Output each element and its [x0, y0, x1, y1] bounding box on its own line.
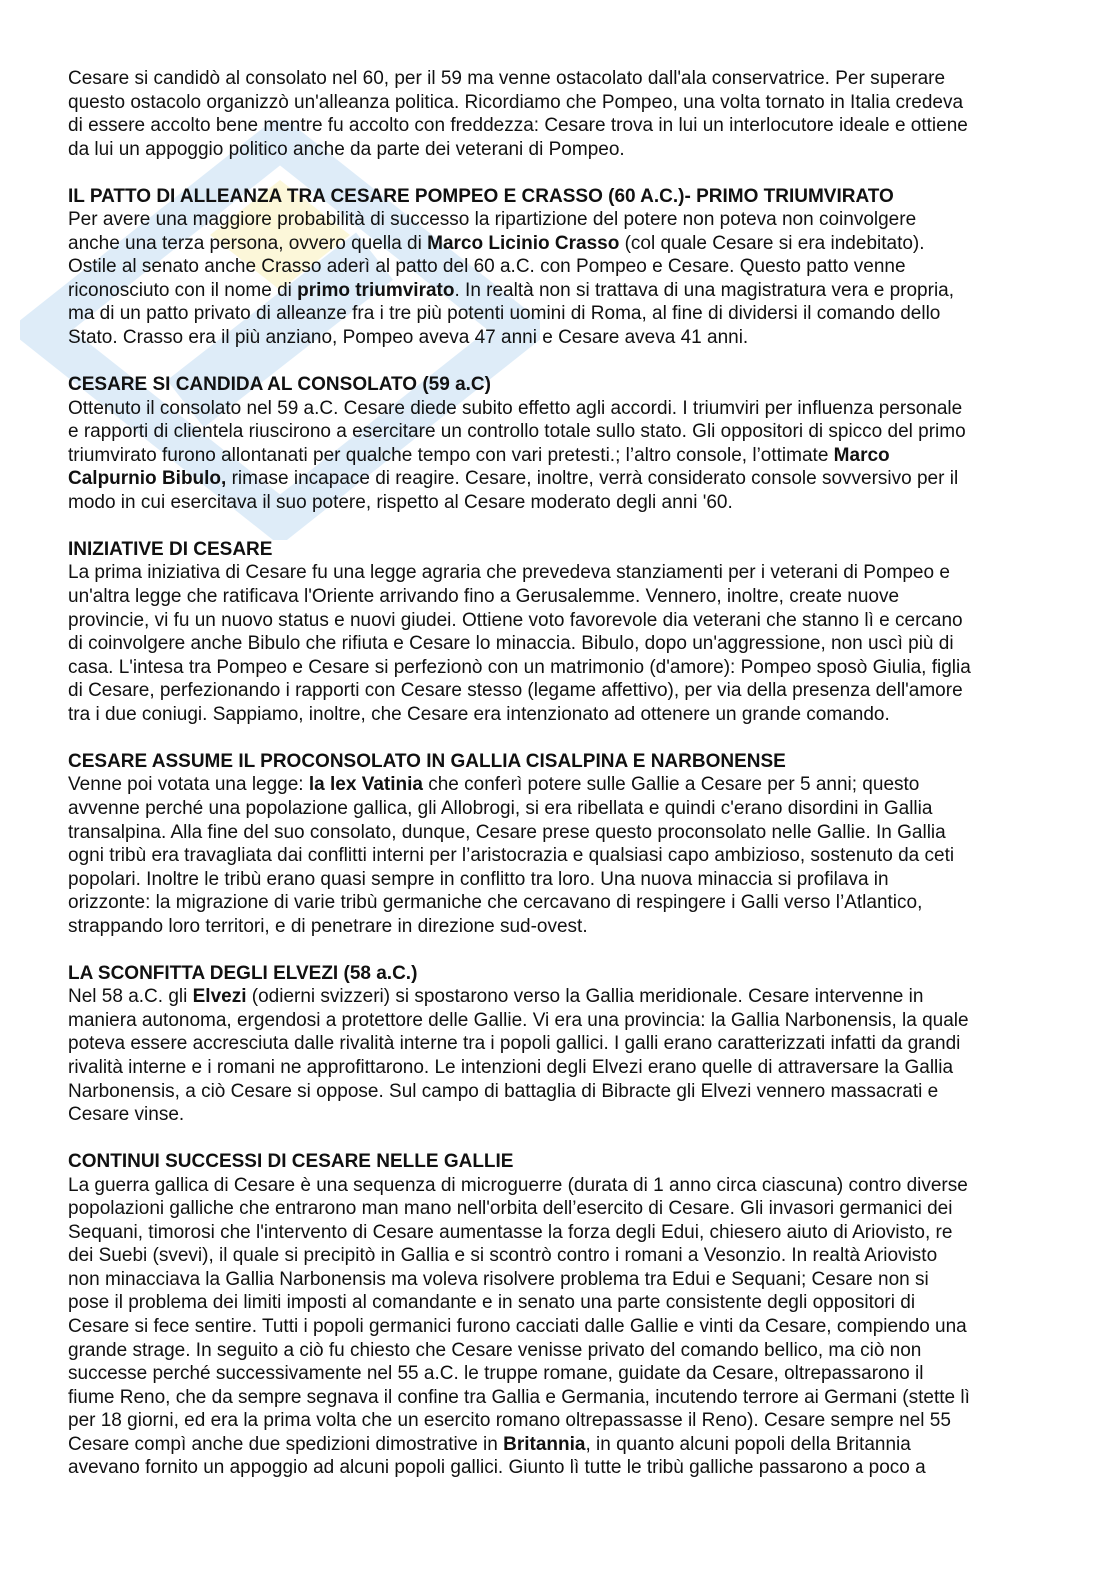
paragraph-line: pose il problema dei limiti imposti al comandante e in senato una parte consistente degli oppositori di: [68, 1292, 916, 1314]
bold-term: Britannia: [503, 1433, 586, 1455]
section-heading: LA SCONFITTA DEGLI ELVEZI (58 a.C.): [68, 962, 418, 984]
paragraph-line: [68, 232, 971, 256]
paragraph-line: da lui un appoggio politico anche da parte dei veterani di Pompeo.: [68, 138, 625, 160]
text-run: rimase incapace di reagire. Cesare, inoltre, verrà considerato console sovversivo per il: [226, 468, 959, 490]
paragraph-line: non minacciava la Gallia Narbonensis ma voleva risolvere problema tra Edui e Sequani; Cesare non si: [68, 1268, 929, 1290]
text-run: che conferì potere sulle Gallie a Cesare per 5 anni; questo: [422, 774, 920, 796]
paragraph-line: rivalità interne e i romani ne approfittarono. Le intenzioni degli Elvezi erano quelle di attraversare la Gallia: [68, 1056, 954, 1078]
paragraph-line: Ottenuto il consolato nel 59 a.C. Cesare diede subito effetto agli accordi. I triumviri per influenza personale: [68, 397, 963, 419]
paragraph-line: ma di un patto privato di alleanze fra i tre più potenti uomini di Roma, al fine di dividersi il comando dello: [68, 303, 941, 325]
paragraph-line: tra i due coniugi. Sappiamo, inoltre, che Cesare era intenzionato ad ottenere un grande comando.: [68, 703, 890, 725]
bold-term: Calpurnio Bibulo,: [68, 468, 227, 490]
paragraph-line: orizzonte: la migrazione di varie tribù germaniche che cercavano di respingere i Galli verso l’Atlantico,: [68, 892, 923, 914]
paragraph-line: popolazioni galliche che entrarono man mano nell'orbita dell’esercito di Cesare. Gli invasori germanici dei: [68, 1198, 953, 1220]
paragraph-line: un'altra legge che ratificava l'Oriente arrivando fino a Gerusalemme. Vennero, inoltre, create nuove: [68, 586, 900, 608]
paragraph-line: [68, 1433, 971, 1457]
text-run: , in quanto alcuni popoli della Britannia: [585, 1433, 911, 1455]
paragraph-line: successe perché successivamente nel 55 a.C. le truppe romane, guidate da Cesare, oltrepassarono il: [68, 1363, 924, 1385]
paragraph-line: avvenne perché una popolazione gallica, gli Allobrogi, si era ribellata e quindi c'erano disordini in Gallia: [68, 797, 933, 819]
paragraph-line: dei Suebi (svevi), il quale si precipitò in Gallia e si scontrò contro i romani a Vesonzio. In realtà Ariovisto: [68, 1245, 938, 1267]
paragraph-line: modo in cui esercitava il suo potere, rispetto al Cesare moderato degli anni '60.: [68, 491, 733, 513]
paragraph-line: di coinvolgere anche Bibulo che rifiuta e Cesare lo minaccia. Bibulo, dopo un'aggressione, non uscì più di: [68, 633, 954, 655]
text-run: anche una terza persona, ovvero quella di: [68, 232, 428, 254]
text-run: . In realtà non si trattava di una magistratura vera e propria,: [454, 279, 955, 301]
paragraph-line: [68, 444, 971, 468]
section: [68, 185, 971, 350]
paragraph-line: ogni tribù era travagliata dai conflitti interni per l’aristocrazia e qualsiasi capo ambizioso, sostenuto da ceti: [68, 845, 955, 867]
section: [68, 962, 971, 1127]
bold-term: Elvezi: [192, 986, 247, 1008]
text-run: riconosciuto con il nome di: [68, 279, 298, 301]
paragraph-line: [68, 773, 971, 797]
paragraph-line: e rapporti di clientela riuscirono a esercitare un controllo totale sullo stato. Gli oppositori di spicco del primo: [68, 421, 966, 443]
paragraph-line: Cesare si candidò al consolato nel 60, per il 59 ma venne ostacolato dall'ala conservatrice. Per superare: [68, 68, 946, 89]
section-heading: IL PATTO DI ALLEANZA TRA CESARE POMPEO E CRASSO (60 A.C.)- PRIMO TRIUMVIRATO: [68, 185, 894, 207]
paragraph-line: transalpina. Alla fine del suo consolato, dunque, Cesare prese questo proconsolato nelle Gallie. In Gallia: [68, 821, 946, 843]
bold-term: Marco Licinio Crasso: [427, 232, 620, 254]
section: [68, 1150, 971, 1480]
paragraph-line: Cesare si fece sentire. Tutti i popoli germanici furono cacciati dalle Gallie e vinti da Cesare, compiendo una: [68, 1315, 967, 1337]
paragraph-line: grande strage. In seguito a ciò fu chiesto che Cesare venisse privato del comando bellico, ma ciò non: [68, 1339, 922, 1361]
section-heading: INIZIATIVE DI CESARE: [68, 538, 273, 560]
paragraph-line: La prima iniziativa di Cesare fu una legge agraria che prevedeva stanziamenti per i veterani di Pompeo e: [68, 562, 950, 584]
paragraph-line: [68, 279, 971, 303]
paragraph-line: [68, 985, 971, 1009]
text-run: triumvirato furono allontanati per qualche tempo con vari pretesti.; l’altro console, l’ottimate: [68, 444, 834, 466]
paragraph-line: Cesare vinse.: [68, 1104, 185, 1126]
paragraph-line: di essere accolto bene mentre fu accolto con freddezza: Cesare trova in lui un interlocutore ideale e ottiene: [68, 115, 968, 137]
section: [68, 67, 971, 161]
section-heading: CESARE ASSUME IL PROCONSOLATO IN GALLIA CISALPINA E NARBONENSE: [68, 750, 786, 772]
paragraph-line: fiume Reno, che da sempre segnava il confine tra Gallia e Germania, incutendo terrore ai Germani (stette lì: [68, 1386, 970, 1408]
text-run: Nel 58 a.C. gli: [68, 986, 193, 1008]
section: [68, 750, 971, 938]
paragraph-line: provincie, vi fu un nuovo status e nuovi giudei. Ottiene voto favorevole dia veterani che stanno lì e cercano: [68, 609, 963, 631]
section-heading: CESARE SI CANDIDA AL CONSOLATO (59 a.C): [68, 374, 491, 396]
paragraph-line: popolari. Inoltre le tribù erano quasi sempre in conflitto tra loro. Una nuova minaccia si profilava in: [68, 868, 889, 890]
text-run: (odierni svizzeri) si spostarono verso la Gallia meridionale. Cesare intervenne in: [246, 986, 924, 1008]
paragraph-line: poteva essere accresciuta dalle rivalità interne tra i popoli gallici. I galli erano caratterizzati infatti da grandi: [68, 1033, 961, 1055]
paragraph-line: Sequani, timorosi che l'intervento di Cesare aumentasse la forza degli Edui, chiesero aiuto di Ariovisto, re: [68, 1221, 953, 1243]
paragraph-line: Per avere una maggiore probabilità di successo la ripartizione del potere non poteva non coinvolgere: [68, 209, 917, 231]
text-run: (col quale Cesare si era indebitato).: [619, 232, 925, 254]
paragraph-line: avevano fornito un appoggio ad alcuni popoli gallici. Giunto lì tutte le tribù galliche passarono a poco a: [68, 1457, 926, 1479]
paragraph-line: Ostile al senato anche Crasso aderì al patto del 60 a.C. con Pompeo e Cesare. Questo patto venne: [68, 256, 906, 278]
paragraph-line: strappando loro territori, e di penetrare in direzione sud-ovest.: [68, 915, 588, 937]
section: [68, 373, 971, 514]
paragraph-line: per 18 giorni, ed era la prima volta che un esercito romano oltrepassasse il Reno). Cesare sempre nel 55: [68, 1410, 951, 1432]
paragraph-line: maniera autonoma, ergendosi a protettore delle Gallie. Vi era una provincia: la Gallia Narbonensis, la quale: [68, 1009, 969, 1031]
paragraph-line: La guerra gallica di Cesare è una sequenza di microguerre (durata di 1 anno circa ciascuna) contro diverse: [68, 1174, 968, 1196]
text-run: Cesare compì anche due spedizioni dimostrative in: [68, 1433, 504, 1455]
bold-term: la lex Vatinia: [308, 774, 423, 796]
text-run: Venne poi votata una legge:: [68, 774, 309, 796]
paragraph-line: Stato. Crasso era il più anziano, Pompeo aveva 47 anni e Cesare aveva 41 anni.: [68, 327, 749, 349]
bold-term: Marco: [833, 444, 890, 466]
paragraph-line: di Cesare, perfezionando i rapporti con Cesare stesso (legame affettivo), per via della presenza dell'amore: [68, 680, 963, 702]
paragraph-line: Narbonensis, a ciò Cesare si oppose. Sul campo di battaglia di Bibracte gli Elvezi vennero massacrati e: [68, 1080, 939, 1102]
paragraph-line: [68, 467, 971, 491]
bold-term: primo triumvirato: [297, 279, 455, 301]
document-body: [68, 67, 971, 1503]
section-heading: CONTINUI SUCCESSI DI CESARE NELLE GALLIE: [68, 1151, 514, 1173]
paragraph-line: casa. L'intesa tra Pompeo e Cesare si perfezionò con un matrimonio (d'amore): Pompeo sposò Giulia, figlia: [68, 656, 971, 678]
section: [68, 538, 971, 726]
paragraph-line: questo ostacolo organizzò un'alleanza politica. Ricordiamo che Pompeo, una volta tornato in Italia credeva: [68, 91, 964, 113]
